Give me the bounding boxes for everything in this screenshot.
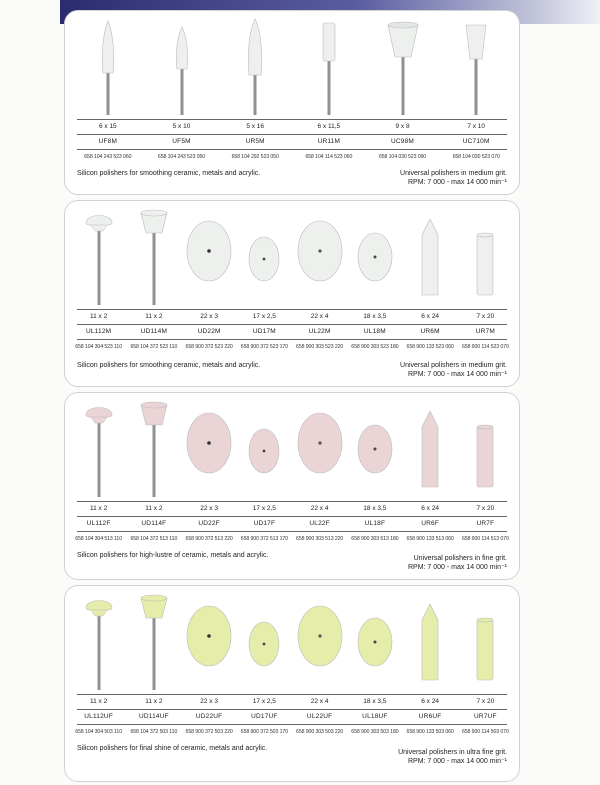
article-number: 658 900 372 503 170 (240, 729, 288, 735)
polisher-image (457, 393, 513, 499)
polisher-image (402, 201, 458, 307)
size-row (71, 505, 513, 512)
polisher-cup-head-icon (126, 586, 182, 692)
product-code: UF5M (172, 138, 191, 145)
polisher-flame-long-icon (80, 11, 136, 117)
polisher-image (292, 586, 348, 692)
grit-label: Universal polishers in fine grit. (413, 555, 507, 562)
polisher-image (181, 393, 237, 499)
polisher-image (71, 586, 127, 692)
product-code: UR7M (475, 328, 495, 335)
section-description: Silicon polishers for final shine of ceramic, metals and acrylic. (77, 745, 268, 752)
separator-line (77, 119, 507, 120)
product-code: UL22UF (306, 713, 333, 720)
article-number: 658 104 304 513 110 (75, 536, 122, 542)
polisher-image (301, 11, 357, 117)
grit-label: Universal polishers in medium grit. (400, 170, 507, 177)
article-number: 658 900 114 503 070 (461, 729, 509, 735)
size-label: 11 x 2 (145, 698, 163, 705)
polisher-image (181, 586, 237, 692)
size-label: 17 x 2,5 (252, 313, 276, 320)
size-label: 22 x 3 (200, 505, 218, 512)
separator-line (77, 149, 507, 150)
section-description: Silicon polishers for high-lustre of ceramic, metals and acrylic. (77, 552, 269, 559)
grit-info (400, 170, 507, 187)
polisher-image (375, 11, 431, 117)
size-label: 9 x 8 (395, 123, 410, 130)
product-code: UD22UF (195, 713, 223, 720)
separator-line (77, 709, 507, 710)
product-code: UD22F (198, 520, 220, 527)
code-row (71, 328, 513, 335)
size-label: 22 x 4 (310, 313, 329, 320)
product-code: UD114F (141, 520, 167, 527)
article-number: 658 900 372 523 170 (240, 344, 288, 350)
article-number: 658 104 114 523 060 (305, 154, 353, 160)
size-label: 5 x 16 (246, 123, 265, 130)
polisher-image (402, 586, 458, 692)
separator-line (77, 324, 507, 325)
polisher-image (402, 393, 458, 499)
grit-info (398, 749, 507, 766)
product-section-ultra-fine-grit (64, 585, 520, 782)
product-code: UD22M (197, 328, 221, 335)
size-label: 7 x 20 (476, 313, 495, 320)
polisher-disc-large2-icon (292, 393, 348, 499)
article-number-row (71, 536, 513, 542)
article-number: 658 104 372 513 110 (130, 536, 178, 542)
grit-info (400, 362, 507, 379)
section-description: Silicon polishers for smoothing ceramic, metals and acrylic. (77, 170, 261, 177)
grit-label: Universal polishers in ultra fine grit. (398, 749, 507, 756)
polisher-image (126, 201, 182, 307)
rpm-label: RPM: 7 000 - max 14 000 min⁻¹ (407, 178, 507, 186)
separator-line (77, 501, 507, 502)
size-row (71, 123, 513, 130)
polisher-image (181, 201, 237, 307)
size-label: 11 x 2 (90, 505, 108, 512)
article-number: 658 900 133 523 060 (406, 344, 454, 350)
product-code: UC710M (462, 138, 490, 145)
size-label: 5 x 10 (172, 123, 191, 130)
polisher-image (347, 201, 403, 307)
article-number-row (71, 154, 513, 160)
size-label: 17 x 2,5 (252, 698, 276, 705)
article-number: 658 900 114 523 070 (461, 344, 509, 350)
separator-line (77, 134, 507, 135)
product-code: UD114M (140, 328, 168, 335)
polisher-cup-icon (375, 11, 431, 117)
separator-line (77, 531, 507, 532)
polisher-mushroom-icon (71, 393, 127, 499)
polisher-disc-large-icon (181, 393, 237, 499)
polisher-image (457, 201, 513, 307)
separator-line (77, 516, 507, 517)
product-code: UR7F (476, 520, 495, 527)
code-row (71, 138, 513, 145)
article-number: 658 900 372 523 220 (185, 344, 233, 350)
polisher-image (71, 393, 127, 499)
polisher-flame-wide-icon (227, 11, 283, 117)
product-section-medium-grit-discs (64, 200, 520, 387)
polisher-disc-small-icon (236, 586, 292, 692)
size-label: 18 x 3,5 (363, 505, 387, 512)
polisher-disc-large-icon (181, 586, 237, 692)
article-number: 658 900 372 513 170 (240, 536, 288, 542)
product-images-row (65, 586, 519, 692)
separator-line (77, 694, 507, 695)
product-code: UL18UF (362, 713, 388, 720)
size-label: 22 x 4 (310, 505, 329, 512)
size-label: 6 x 24 (421, 505, 439, 512)
size-label: 11 x 2 (145, 313, 163, 320)
rpm-label: RPM: 7 000 - max 14 000 min⁻¹ (407, 563, 507, 571)
article-number: 658 900 303 523 220 (296, 344, 344, 350)
article-number: 658 104 372 523 110 (130, 344, 178, 350)
product-code: UL112UF (84, 713, 113, 720)
product-code: UR6M (420, 328, 440, 335)
product-code: UL112M (85, 328, 112, 335)
article-number: 658 104 304 523 110 (75, 344, 122, 350)
size-label: 11 x 2 (90, 698, 108, 705)
article-number: 658 900 114 513 070 (461, 536, 509, 542)
article-number-row (71, 729, 513, 735)
size-label: 18 x 3,5 (363, 698, 387, 705)
article-number: 658 104 030 523 090 (378, 154, 427, 160)
article-number: 658 900 133 503 060 (406, 729, 454, 735)
article-number: 658 900 133 513 060 (406, 536, 454, 542)
polisher-image (154, 11, 210, 117)
polisher-cone-icon (448, 11, 504, 117)
product-code: UF8M (98, 138, 118, 145)
grit-label: Universal polishers in medium grit. (400, 362, 507, 369)
product-images-row (65, 393, 519, 499)
size-row (71, 313, 513, 320)
polisher-image (126, 393, 182, 499)
product-code: UL22M (308, 328, 331, 335)
polisher-cylinder-short-icon (301, 11, 357, 117)
polisher-image (448, 11, 504, 117)
size-label: 7 x 20 (476, 505, 495, 512)
size-label: 6 x 15 (98, 123, 117, 130)
rpm-label: RPM: 7 000 - max 14 000 min⁻¹ (407, 757, 507, 765)
polisher-image (347, 586, 403, 692)
size-label: 7 x 10 (467, 123, 486, 130)
polisher-image (236, 393, 292, 499)
polisher-point-icon (402, 201, 458, 307)
section-description: Silicon polishers for smoothing ceramic, metals and acrylic. (77, 362, 261, 369)
size-label: 6 x 24 (421, 698, 439, 705)
article-number: 658 104 304 503 110 (75, 729, 122, 735)
size-label: 11 x 2 (145, 505, 163, 512)
polisher-cup-head-icon (126, 201, 182, 307)
size-label: 22 x 4 (310, 698, 329, 705)
product-code: UL22F (309, 520, 330, 527)
article-number: 658 900 372 513 220 (185, 536, 233, 542)
polisher-image (292, 201, 348, 307)
polisher-cylinder-icon (457, 586, 513, 692)
product-section-medium-grit-points (64, 10, 520, 195)
product-code: UR6UF (418, 713, 442, 720)
product-code: UL18F (364, 520, 386, 527)
product-code: UL18M (363, 328, 386, 335)
polisher-image (227, 11, 283, 117)
article-number: 658 104 030 523 070 (452, 154, 500, 160)
article-number: 658 104 292 523 050 (231, 154, 279, 160)
article-number: 658 900 303 503 220 (296, 729, 344, 735)
polisher-image (71, 201, 127, 307)
product-code: UD17UF (251, 713, 278, 720)
polisher-disc-medium-icon (347, 393, 403, 499)
article-number: 658 900 303 503 180 (351, 729, 399, 735)
size-label: 7 x 20 (476, 698, 495, 705)
product-code: UR6F (421, 520, 440, 527)
code-row (71, 520, 513, 527)
product-section-fine-grit (64, 392, 520, 580)
polisher-mushroom-icon (71, 201, 127, 307)
polisher-mushroom-icon (71, 586, 127, 692)
polisher-image (236, 586, 292, 692)
product-code: UR7UF (474, 713, 497, 720)
article-number: 658 104 243 523 050 (157, 154, 206, 160)
separator-line (77, 724, 507, 725)
product-code: UD17F (253, 520, 276, 527)
polisher-image (236, 201, 292, 307)
polisher-disc-large-icon (181, 201, 237, 307)
article-number: 658 104 372 503 110 (130, 729, 178, 735)
product-code: UD114UF (138, 713, 169, 720)
polisher-disc-large2-icon (292, 586, 348, 692)
polisher-cup-head-icon (126, 393, 182, 499)
article-number: 658 900 372 503 220 (185, 729, 233, 735)
code-row (71, 713, 513, 720)
polisher-flame-icon (154, 11, 210, 117)
polisher-disc-large2-icon (292, 201, 348, 307)
product-images-row (65, 201, 519, 307)
separator-line (77, 339, 507, 340)
product-images-row (65, 11, 519, 117)
size-label: 22 x 3 (200, 313, 218, 320)
article-number: 658 900 303 513 180 (351, 536, 399, 542)
separator-line (77, 309, 507, 310)
article-number: 658 900 303 513 220 (296, 536, 344, 542)
product-code: UC98M (391, 138, 415, 145)
product-code: UR11M (317, 138, 341, 145)
polisher-image (126, 586, 182, 692)
product-code: UD17M (252, 328, 276, 335)
product-code: UL112F (86, 520, 111, 527)
article-number: 658 900 303 523 180 (351, 344, 399, 350)
size-label: 6 x 11,5 (317, 123, 341, 130)
polisher-image (347, 393, 403, 499)
polisher-point-icon (402, 393, 458, 499)
polisher-image (292, 393, 348, 499)
size-row (71, 698, 513, 705)
polisher-point-icon (402, 586, 458, 692)
polisher-disc-small-icon (236, 393, 292, 499)
polisher-cylinder-icon (457, 393, 513, 499)
polisher-disc-small-icon (236, 201, 292, 307)
polisher-image (457, 586, 513, 692)
size-label: 22 x 3 (200, 698, 218, 705)
product-code: UR5M (245, 138, 265, 145)
size-label: 11 x 2 (90, 313, 108, 320)
size-label: 6 x 24 (421, 313, 439, 320)
article-number-row (71, 344, 513, 350)
polisher-image (80, 11, 136, 117)
polisher-cylinder-icon (457, 201, 513, 307)
size-label: 17 x 2,5 (252, 505, 276, 512)
article-number: 658 104 243 523 060 (84, 154, 132, 160)
size-label: 18 x 3,5 (363, 313, 387, 320)
polisher-disc-medium-icon (347, 201, 403, 307)
grit-info (408, 555, 507, 572)
polisher-disc-medium-icon (347, 586, 403, 692)
rpm-label: RPM: 7 000 - max 14 000 min⁻¹ (407, 370, 507, 378)
